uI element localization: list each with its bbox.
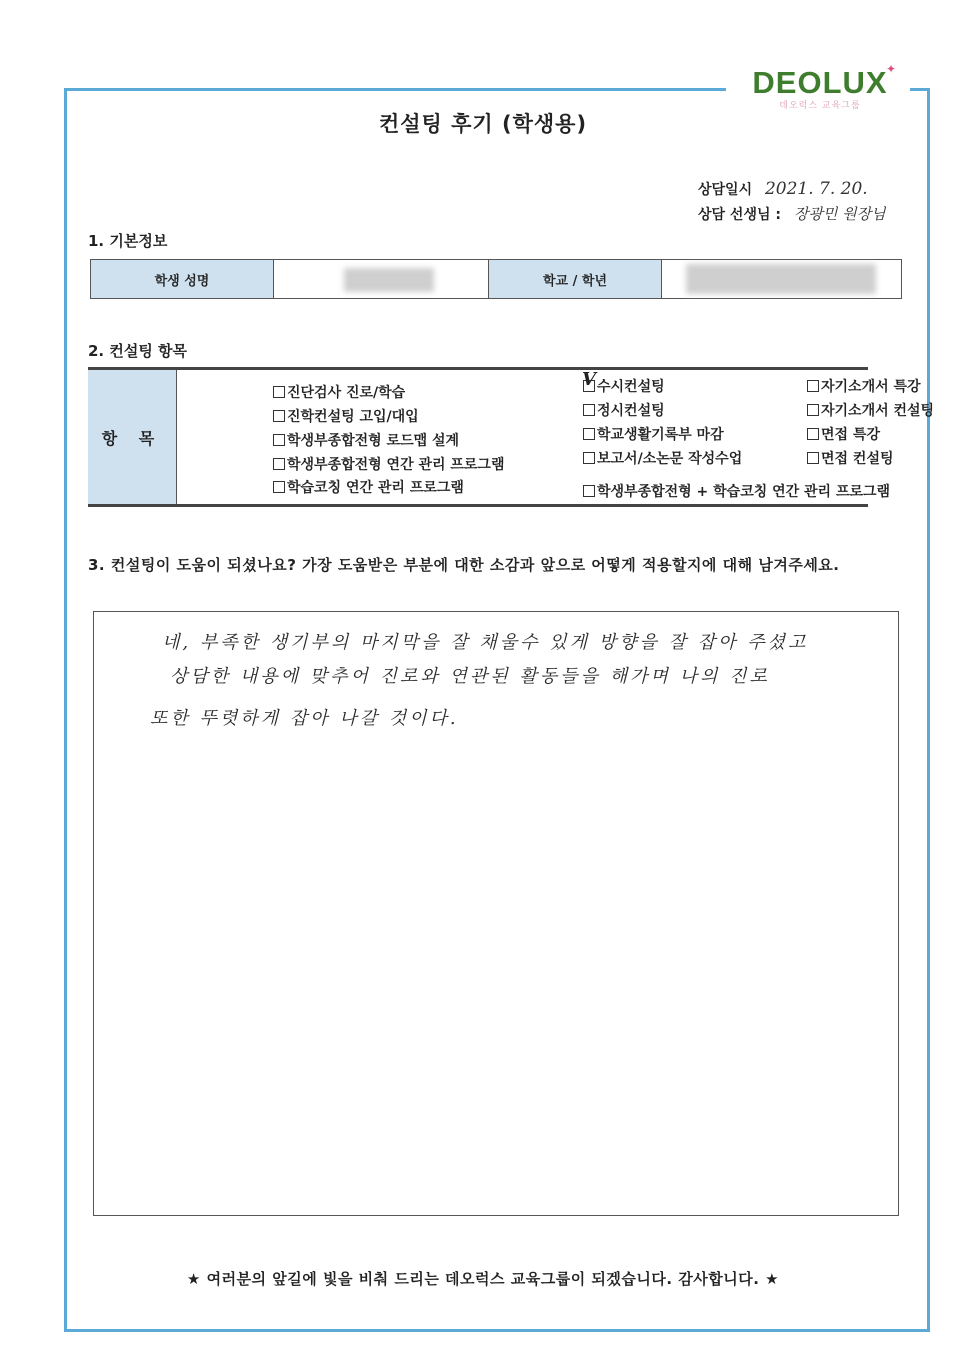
page-title: 컨설팅 후기 (학생용) (378, 112, 588, 136)
items-label: 항 목 (88, 370, 177, 504)
checkbox[interactable] (583, 485, 595, 497)
checkbox[interactable] (807, 404, 819, 416)
footer-message: ★ 여러분의 앞길에 빛을 비춰 드리는 데오럭스 교육그룹이 되겠습니다. 감사합니다. ★ (186, 1270, 780, 1288)
school-grade-label: 학교 / 학년 (489, 260, 662, 298)
checkbox[interactable] (273, 434, 285, 446)
option-roadmap[interactable]: 학생부종합전형 로드맵 설계 (273, 430, 459, 450)
school-grade-value (662, 260, 901, 298)
checkbox[interactable] (807, 452, 819, 464)
consulting-items-table (88, 367, 935, 507)
teacher-value: 장광민 원장님 (793, 205, 886, 223)
checkbox[interactable] (273, 458, 285, 470)
option-report-class[interactable]: 보고서/소논문 작성수업 (583, 448, 742, 468)
answer-box[interactable] (93, 611, 899, 1216)
option-interview-consulting[interactable]: 면접 컨설팅 (807, 448, 894, 468)
date-value: 2021. 7. 20. (764, 179, 868, 199)
consult-teacher (698, 203, 886, 224)
checkbox[interactable] (583, 452, 595, 464)
option-susi[interactable]: V 수시컨설팅 (582, 369, 665, 395)
logo-subtitle: 데오럭스 교육그룹 (779, 101, 861, 111)
student-name-label: 학생 성명 (91, 260, 274, 298)
option-jeongsi[interactable]: 정시컨설팅 (583, 400, 665, 420)
option-study-coaching[interactable]: 학습코칭 연간 관리 프로그램 (273, 477, 464, 497)
question-heading: 3. 컨설팅이 도움이 되셨나요? 가장 도움받은 부분에 대한 소감과 앞으로 어떻게 적용할지에 대해 남겨주세요. (88, 556, 840, 574)
redacted-name (344, 268, 434, 292)
items-options (177, 369, 935, 504)
option-annual-program[interactable]: 학생부종합전형 연간 관리 프로그램 (273, 454, 504, 474)
consult-date (698, 179, 868, 199)
logo-star-icon: ✦ (885, 62, 896, 76)
option-essay-lecture[interactable]: 자기소개서 특강 (807, 376, 921, 396)
date-label: 상담일시 (698, 182, 753, 198)
option-admission[interactable]: 진학컨설팅 고입/대입 (273, 406, 419, 426)
checkmark-icon: V (582, 369, 596, 390)
section-basic-heading: 1. 기본정보 (88, 232, 168, 250)
section-items-heading: 2. 컨설팅 항목 (88, 342, 188, 360)
checkbox[interactable] (273, 481, 285, 493)
answer-line-2: 상담한 내용에 맞추어 진로와 연관된 활동들을 해가며 나의 진로 (170, 666, 770, 687)
option-essay-consulting[interactable]: 자기소개서 컨설팅 (807, 400, 934, 420)
option-combined-program[interactable]: 학생부종합전형 + 학습코칭 연간 관리 프로그램 (583, 481, 890, 501)
checkbox[interactable] (583, 428, 595, 440)
checkbox[interactable] (807, 380, 819, 392)
checkbox[interactable] (273, 410, 285, 422)
redacted-school (686, 264, 876, 294)
checkbox[interactable] (807, 428, 819, 440)
answer-line-3: 또한 뚜렷하게 잡아 나갈 것이다. (150, 708, 459, 729)
deolux-logo (740, 62, 900, 112)
option-diagnosis[interactable]: 진단검사 진로/학습 (273, 382, 405, 402)
checkbox[interactable] (273, 386, 285, 398)
basic-info-table (90, 259, 902, 299)
logo-text: DEOLUX (752, 65, 888, 100)
checkbox[interactable] (583, 404, 595, 416)
student-name-value (274, 260, 489, 298)
teacher-label: 상담 선생님 : (698, 207, 781, 223)
answer-line-1: 네, 부족한 생기부의 마지막을 잘 채울수 있게 방향을 잘 잡아 주셨고 (162, 632, 809, 653)
option-record-closing[interactable]: 학교생활기록부 마감 (583, 424, 724, 444)
option-interview-lecture[interactable]: 면접 특강 (807, 424, 880, 444)
checkbox-checked[interactable] (582, 369, 596, 392)
